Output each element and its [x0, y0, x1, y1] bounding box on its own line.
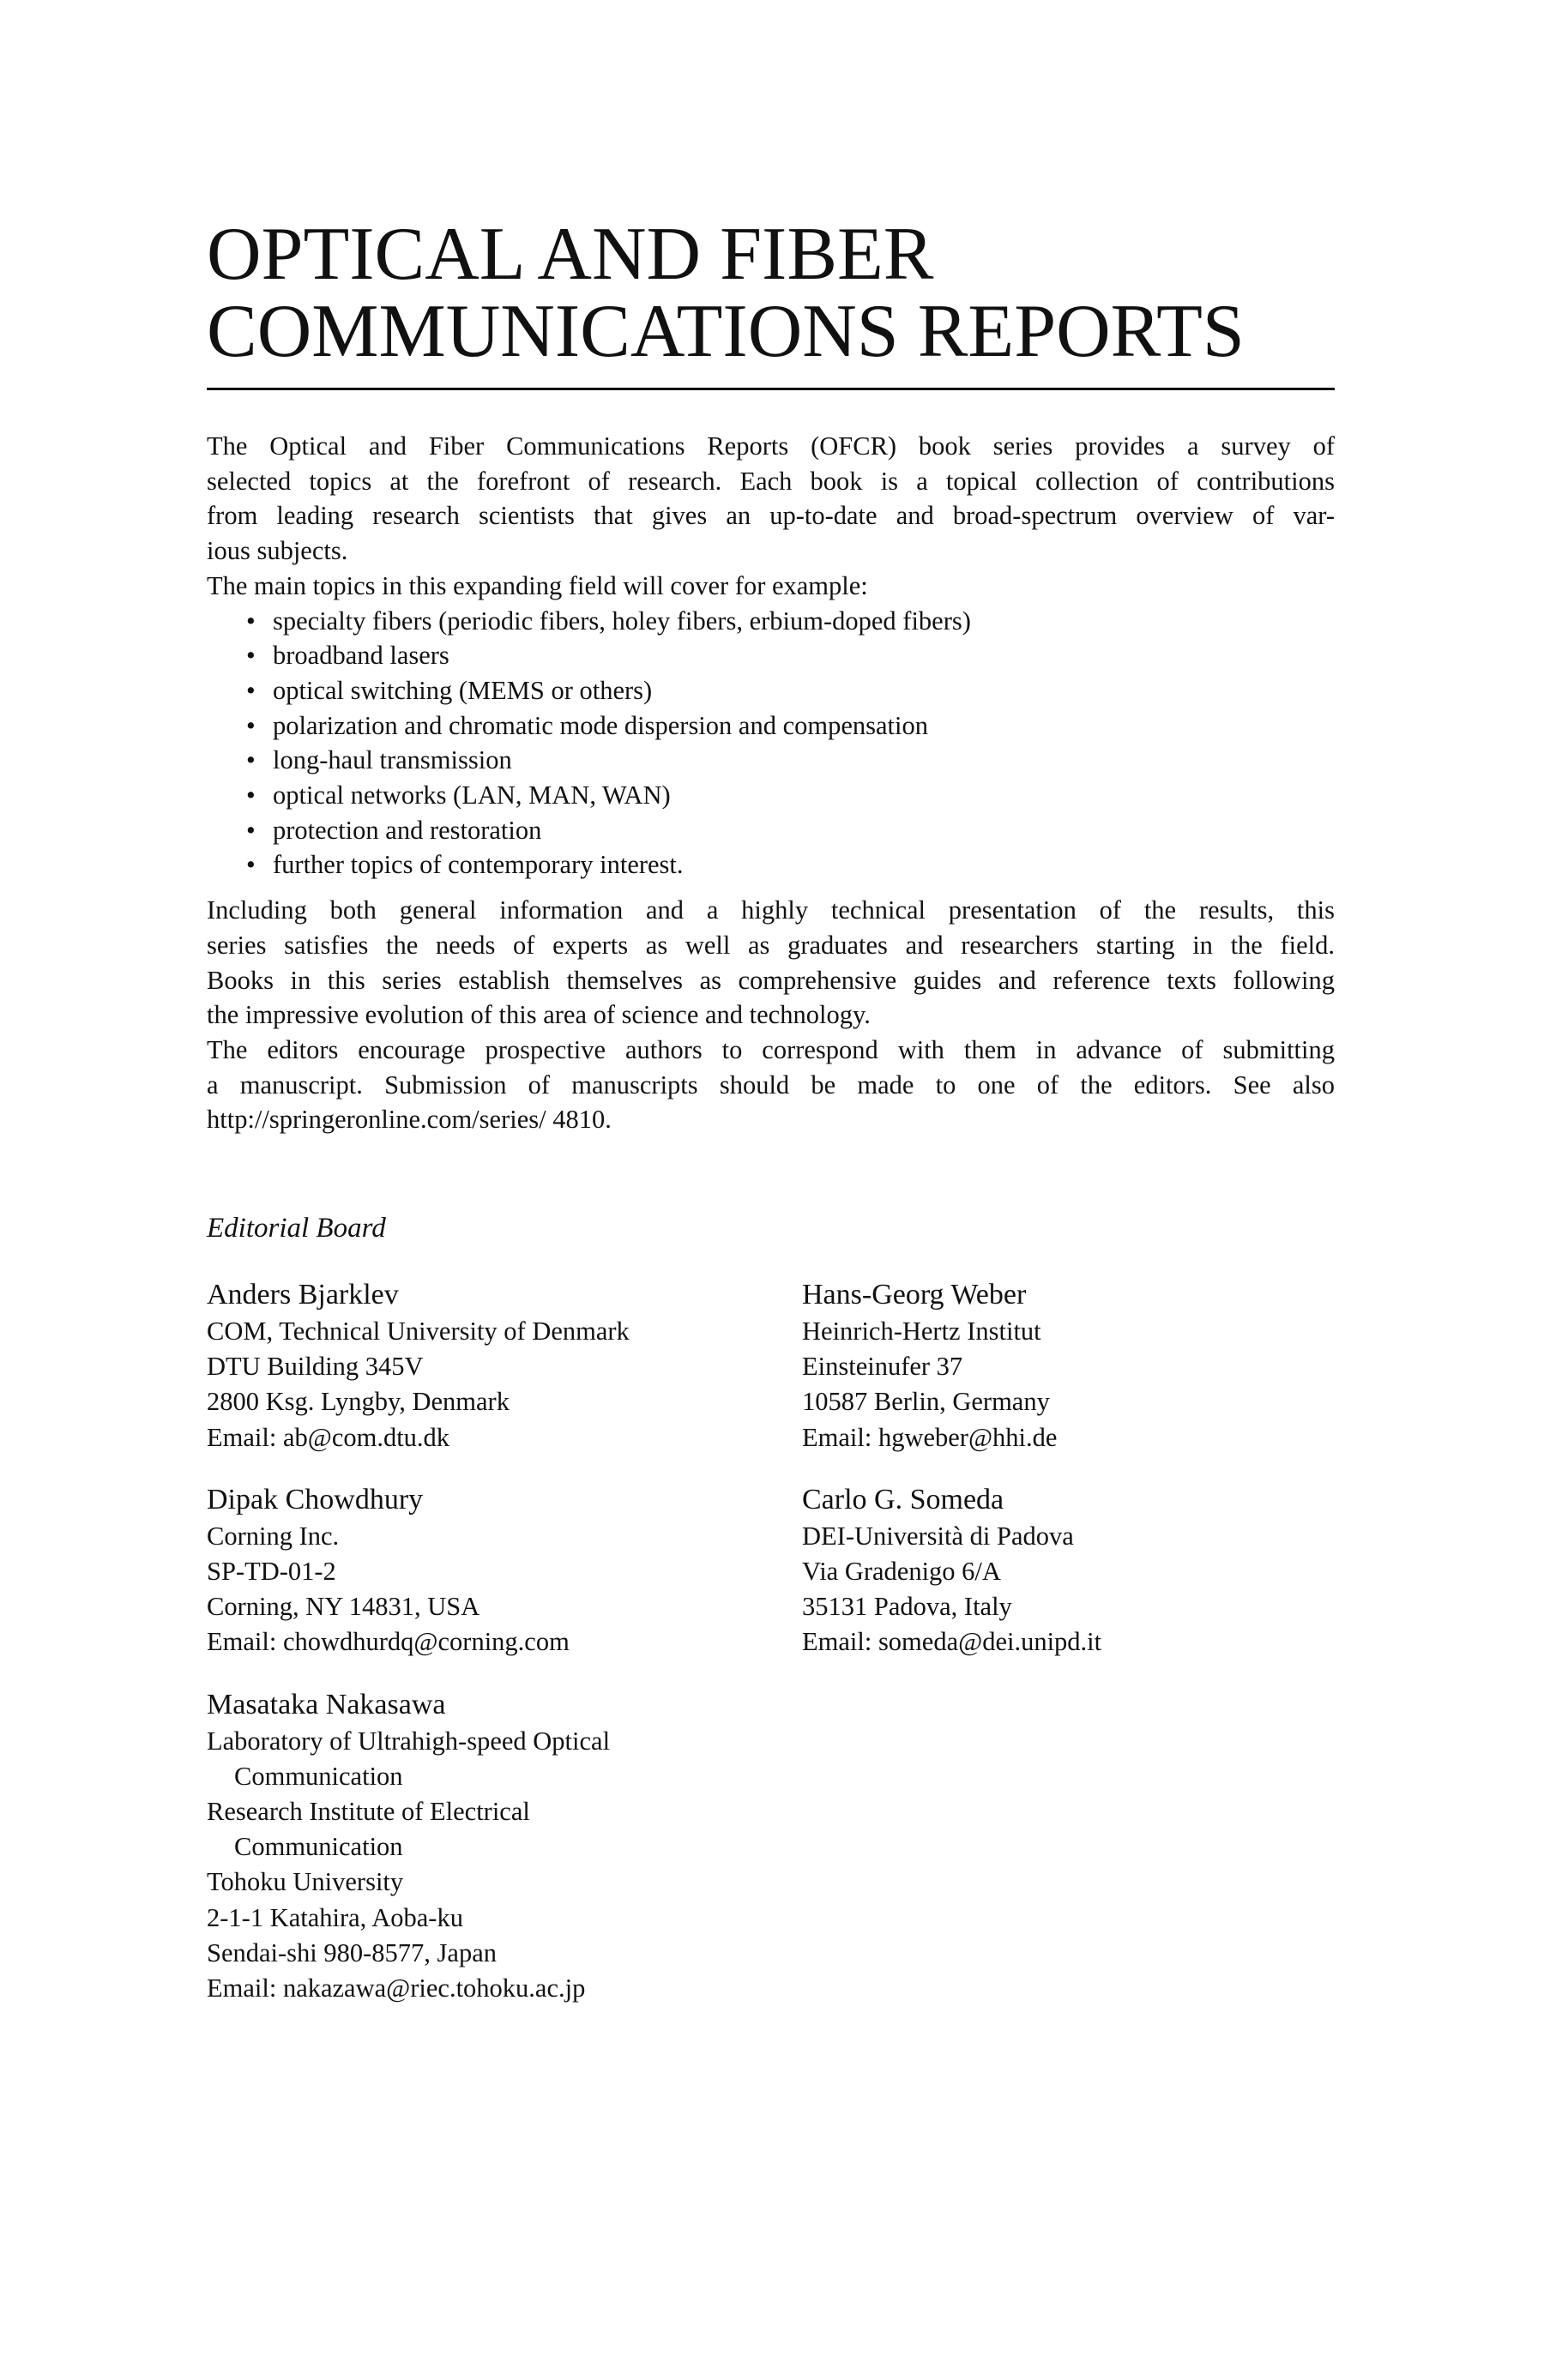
editor-name: Dipak Chowdhury [207, 1483, 424, 1515]
editorial-board-heading: Editorial Board [207, 1213, 386, 1244]
para-line: Including both general information and a highly technical presentation of the results, this [207, 895, 1335, 925]
bullet-icon: • [246, 710, 256, 740]
editor-email: Email: nakazawa@riec.tohoku.ac.jp [207, 1973, 586, 2003]
list-item: • optical switching (MEMS or others) [207, 673, 1335, 708]
editor-entry [207, 1483, 756, 1660]
list-item: • protection and restoration [207, 813, 1335, 848]
editor-affiliation: Laboratory of Ultrahigh-speed Optical [207, 1726, 611, 1756]
editor-affiliation: Corning Inc. [207, 1521, 340, 1551]
list-item: • further topics of contemporary interest. [207, 847, 1335, 883]
editor-email: Email: ab@com.dtu.dk [207, 1422, 450, 1452]
para-line: series satisfies the needs of experts as well as graduates and researchers starting in the field. [207, 930, 1335, 960]
bullet-icon: • [246, 675, 256, 705]
series-url: http://springeronline.com/series/ 4810. [207, 1105, 612, 1135]
intro-paragraph [207, 429, 1335, 604]
list-item: • long-haul transmission [207, 743, 1335, 778]
editor-affiliation: Heinrich-Hertz Institut [802, 1317, 1041, 1346]
intro-line: The main topics in this expanding field will cover for example: [207, 570, 868, 600]
editor-name: Anders Bjarklev [207, 1279, 399, 1311]
series-title [207, 213, 1245, 373]
para-line: the impressive evolution of this area of science and technology. [207, 1000, 871, 1030]
list-item: • broadband lasers [207, 638, 1335, 673]
intro-line: The Optical and Fiber Communications Reports (OFCR) book series provides a survey of [207, 431, 1335, 461]
editor-name: Masataka Nakasawa [207, 1688, 446, 1720]
editor-affiliation: COM, Technical University of Denmark [207, 1317, 630, 1346]
second-paragraph [207, 893, 1335, 1137]
editor-affiliation: DEI-Università di Padova [802, 1521, 1074, 1551]
bullet-icon: • [246, 815, 256, 845]
series-description [207, 429, 1335, 1137]
editor-address: DTU Building 345V [207, 1352, 424, 1382]
editors-right-column [802, 1278, 1334, 1688]
editor-name: Hans-Georg Weber [802, 1279, 1027, 1311]
intro-line: from leading research scientists that gives an up-to-date and broad-spectrum overview of var- [207, 501, 1335, 531]
editor-address: Corning, NY 14831, USA [207, 1592, 480, 1622]
para-line: a manuscript. Submission of manuscripts should be made to one of the editors. See also [207, 1069, 1335, 1100]
bullet-icon: • [246, 780, 256, 810]
editor-address: Via Gradenigo 6/A [802, 1557, 1001, 1587]
editor-entry [802, 1278, 1334, 1455]
editor-address: 35131 Padova, Italy [802, 1592, 1012, 1622]
editor-affiliation: Communication [234, 1761, 403, 1791]
editor-affiliation: Tohoku University [207, 1867, 404, 1897]
para-line: Books in this series establish themselves as comprehensive guides and reference texts following [207, 965, 1335, 995]
topics-list [207, 604, 1335, 883]
editor-address: 2800 Ksg. Lyngby, Denmark [207, 1387, 510, 1417]
editor-address: 10587 Berlin, Germany [802, 1387, 1050, 1417]
intro-line: selected topics at the forefront of research. Each book is a topical collection of contributions [207, 466, 1335, 496]
editor-email: Email: someda@dei.unipd.it [802, 1627, 1102, 1657]
para-line: The editors encourage prospective authors to correspond with them in advance of submitting [207, 1034, 1335, 1064]
editor-email: Email: hgweber@hhi.de [802, 1422, 1058, 1452]
title-rule [207, 388, 1335, 390]
editor-affiliation: Communication [234, 1832, 403, 1862]
editor-address: 2-1-1 Katahira, Aoba-ku [207, 1902, 463, 1932]
bullet-icon: • [246, 641, 256, 671]
editor-address: SP-TD-01-2 [207, 1557, 336, 1587]
editor-address: Einsteinufer 37 [802, 1352, 963, 1382]
editor-email: Email: chowdhurdq@corning.com [207, 1627, 570, 1657]
list-item: • specialty fibers (periodic fibers, holey fibers, erbium-doped fibers) [207, 604, 1335, 639]
editors-left-column [207, 1278, 756, 2034]
intro-line: ious subjects. [207, 536, 348, 566]
editor-entry [802, 1483, 1334, 1660]
editor-entry [207, 1688, 756, 2007]
list-item: • optical networks (LAN, MAN, WAN) [207, 778, 1335, 813]
bullet-icon: • [246, 606, 256, 636]
editor-name: Carlo G. Someda [802, 1483, 1004, 1515]
series-title-line-2: COMMUNICATIONS REPORTS [207, 290, 1245, 373]
series-title-line-1: OPTICAL AND FIBER [207, 213, 934, 296]
editor-address: Sendai-shi 980-8577, Japan [207, 1937, 497, 1967]
editor-entry [207, 1278, 756, 1455]
bullet-icon: • [246, 745, 256, 775]
bullet-icon: • [246, 850, 256, 880]
list-item: • polarization and chromatic mode dispersion and compensation [207, 708, 1335, 744]
editor-affiliation: Research Institute of Electrical [207, 1797, 530, 1827]
